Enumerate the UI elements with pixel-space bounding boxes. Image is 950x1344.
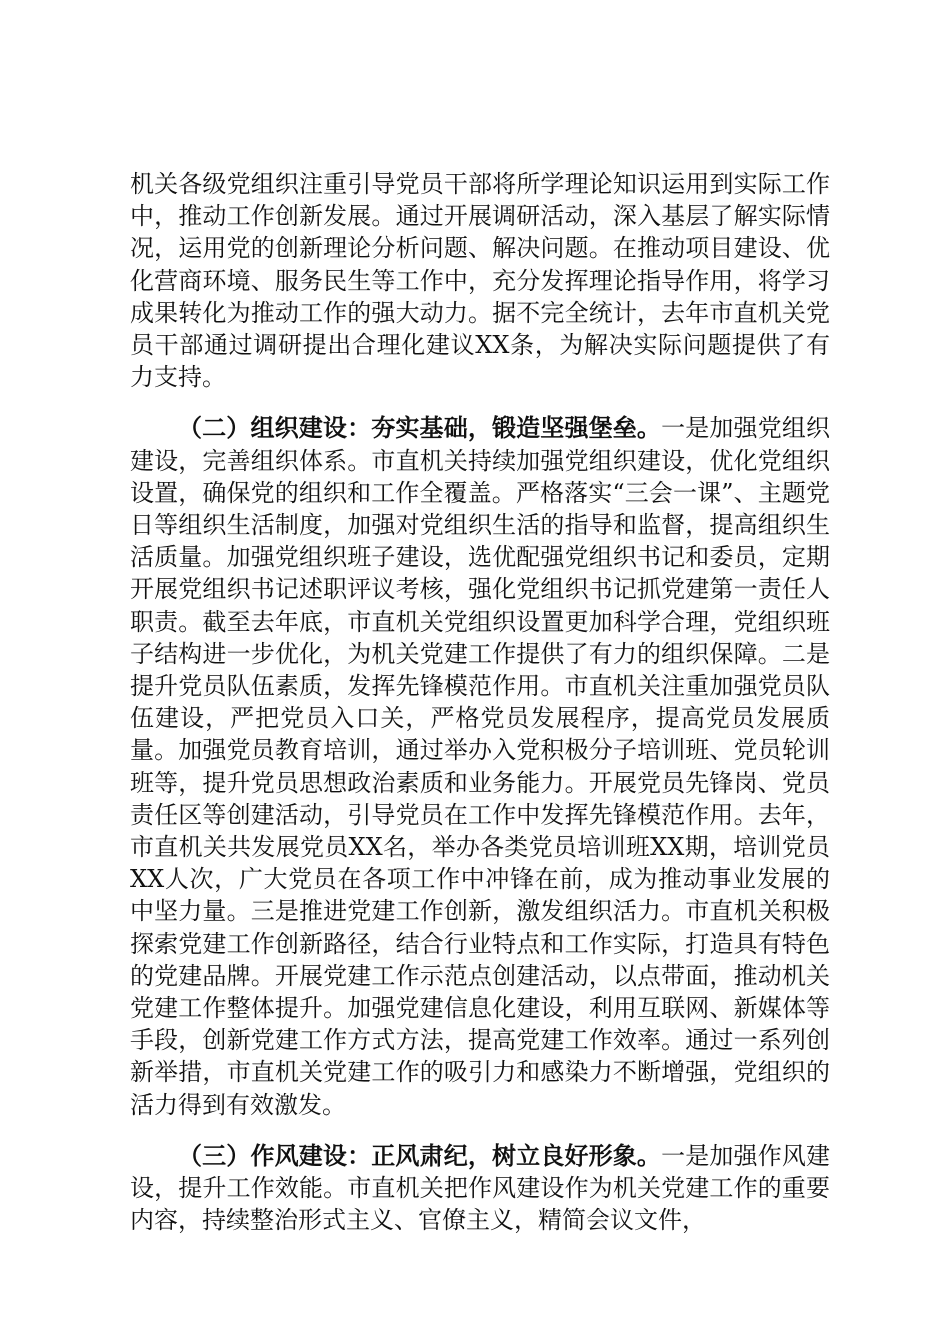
document-page [130,168,830,1237]
section-heading-organization: （二）组织建设：夯实基础，锻造坚强堡垒。 [178,414,662,443]
paragraph-body: 一是加强党组织建设，完善组织体系。市直机关持续加强党组织建设，优化党组织设置，确保党的组织和工作全覆盖。严格落实“三会一课”、主题党日等组织生活制度，加强对党组织生活的指导和监督，提高组织生活质量。加强党组织班子建设，选优配强党组织书记和委员，定期开展党组织书记述职评议考核，强化党组织书记抓党建第一责任人职责。截至去年底，市直机关党组织设置更加科学合理，党组织班子结构进一步优化，为机关党建工作提供了有力的组织保障。二是提升党员队伍素质，发挥先锋模范作用。市直机关注重加强党员队伍建设，严把党员入口关，严格党员发展程序，提高党员发展质量。加强党员教育培训，通过举办入党积极分子培训班、党员轮训班等，提升党员思想政治素质和业务能力。开展党员先锋岗、党员责任区等创建活动，引导党员在工作中发挥先锋模范作用。去年，市直机关共发展党员XX名，举办各类党员培训班XX期，培训党员XX人次，广大党员在各项工作中冲锋在前，成为推动事业发展的中坚力量。三是推进党建工作创新，激发组织活力。市直机关积极探索党建工作创新路径，结合行业特点和工作实际，打造具有特色的党建品牌。开展党建工作示范点创建活动，以点带面，推动机关党建工作整体提升。加强党建信息化建设，利用互联网、新媒体等手段，创新党建工作方式方法，提高党建工作效率。通过一系列创新举措，市直机关党建工作的吸引力和感染力不断增强，党组织的活力得到有效激发。 [130,414,831,1119]
paragraph-body: 机关各级党组织注重引导党员干部将所学理论知识运用到实际工作中，推动工作创新发展。通过开展调研活动，深入基层了解实际情况，运用党的创新理论分析问题、解决问题。在推动项目建设、优化营商环境、服务民生等工作中，充分发挥理论指导作用，将学习成果转化为推动工作的强大动力。据不完全统计，去年市直机关党员干部通过调研提出合理化建议XX条，为解决实际问题提供了有力支持。 [130,170,830,392]
paragraph-work-style-building [130,1140,830,1237]
section-heading-work-style: （三）作风建设：正风肃纪，树立良好形象。 [178,1141,662,1170]
paragraph-organization-building [130,412,830,1120]
paragraph-body: 一是加强作风建设，提升工作效能。市直机关把作风建设作为机关党建工作的重要内容，持续整治形式主义、官僚主义，精简会议文件， [130,1141,831,1235]
paragraph-theory-application [130,168,830,393]
